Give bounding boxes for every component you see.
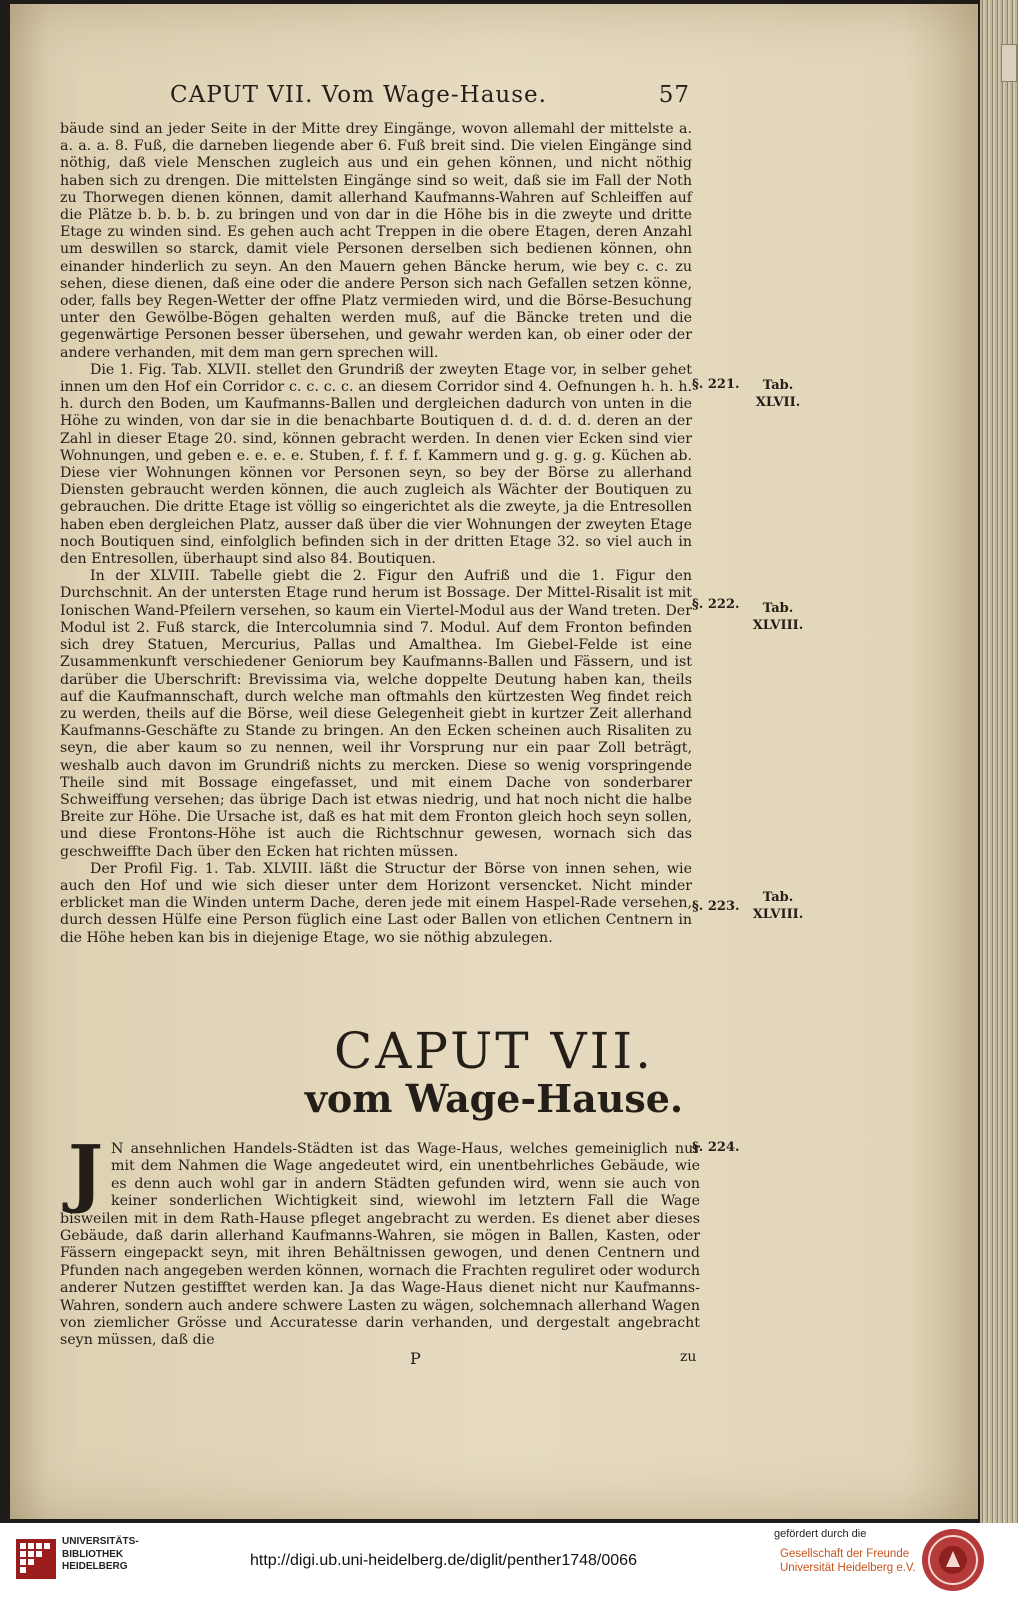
- decorated-initial: J: [68, 1130, 104, 1216]
- paragraph: In der XLVIII. Tabelle giebt die 2. Figur den Aufriß und die 1. Figur den Durchschnit. An der untersten Etage rund herum ist Bossage. Der Mittel-Risalit ist mit Ionischen Wand-Pfeilern versehen, so kaum ein Viertel-Modul aus der Wand treten. Der Modul ist 2. Fuß starck, die Intercolumnia sind 7. Modul. Auf dem Fronton befinden sich drey Statuen, Mercurius, Pallas und Amalthea. Im Giebel-Felde ist eine Zusammenkunft verschiedener Geniorum bey Kaufmanns-Ballen und Fässern, und ist darüber die Uberschrift: Brevissima via, welche doppelte Deutung haben kan, theils auf die Kaufmannschaft, durch welche man oftmahls den kürtzesten Weg findet reich zu werden, theils auf die Börse, weil diese Gelegenheit giebt in kurtzer Zeit allerhand Kaufmanns-Geschäfte zu Stande zu bringen. An den Ecken scheinen auch Risaliten zu seyn, die aber kaum so zu nennen, weil ihr Vorsprung nur ein paar Zoll beträgt, weshalb auch davon im Grundriß nichts zu mercken. Diese so wenig vorspringende Theile sind mit Bossage eingefasset, und mit einem Dache von sonderbarer Schweiffung versehen; das übrige Dach ist etwas niedrig, und hat noch nicht die halbe Breite zur Höhe. Die Ursache ist, daß es hat mit dem Fronton gleich hoch seyn sollen, und diese Frontons-Höhe ist auch die Richtschnur gewesen, wornach sich das geschweiffte Dach über den Ecken hat richten müssen.: [60, 568, 692, 860]
- running-head-title: CAPUT VII. Vom Wage-Hause.: [170, 82, 547, 108]
- margin-paragraph-number: §. 221.: [692, 377, 740, 392]
- margin-table-reference: Tab. XLVII.: [755, 378, 801, 410]
- margin-paragraph-number: §. 224.: [692, 1140, 740, 1155]
- chapter-title: CAPUT VII.: [333, 1022, 654, 1080]
- book-page: [10, 4, 978, 1519]
- chapter-subtitle: vom Wage-Hause.: [304, 1076, 684, 1121]
- university-name-line: UNIVERSITÄTS-: [62, 1536, 139, 1547]
- signature-mark: P: [410, 1349, 421, 1368]
- body-text: [60, 121, 692, 947]
- university-name-line: HEIDELBERG: [62, 1561, 128, 1572]
- page-edge: [980, 0, 1018, 1523]
- margin-paragraph-number: §. 223.: [692, 899, 740, 914]
- funded-by-label: gefördert durch die: [774, 1528, 867, 1540]
- university-name[interactable]: [62, 1536, 139, 1574]
- running-head: [170, 82, 690, 108]
- footer-bar: [0, 1523, 1018, 1597]
- margin-table-reference: Tab. XLVIII.: [752, 890, 804, 922]
- page-number: 57: [658, 82, 690, 108]
- margin-paragraph-number: §. 222.: [692, 597, 740, 612]
- chapter-paragraph: N ansehnlichen Handels-Städten ist das Wage-Haus, welches gemeiniglich nur mit dem Nahmen die Wage angedeutet wird, ein unentbehrliches Gebäude, wie es denn auch wohl gar in andern Städten gefunden wird, wenn sie auch von keiner sonderlichen Wichtigkeit sind, wiewohl im letztern Fall die Wage bisweilen mit in dem Rath-Hause pfleget angebracht zu werden. Es dienet aber dieses Gebäude, daß darin allerhand Kaufmanns-Wahren, sie mögen in Ballen, Kasten, oder Fässern eingepackt seyn, mit ihren Behältnissen gewogen, und denen Centnern und Pfunden nach angegeben werden können, wornach die Frachten reguliret oder wodurch anderer Nutzen gestifftet werden kan. Ja das Wage-Haus dienet nicht nur Kaufmanns-Wahren, sondern auch andere schwere Lasten zu wägen, solchemnach allerhand Wagen von ziemlicher Grösse und Accuratesse darin verhanden, und dergestalt angebracht seyn müssen, daß die: [60, 1141, 700, 1349]
- permalink-url[interactable]: http://digi.ub.uni-heidelberg.de/diglit/penther1748/0066: [250, 1552, 637, 1569]
- margin-table-reference: Tab. XLVIII.: [752, 601, 804, 633]
- society-name-line: Universität Heidelberg e.V.: [780, 1562, 916, 1574]
- university-logo-icon[interactable]: [14, 1535, 58, 1583]
- university-name-line: BIBLIOTHEK: [62, 1548, 124, 1560]
- color-tab: [1001, 44, 1017, 82]
- society-seal-icon: [920, 1527, 986, 1593]
- chapter-body: [60, 1130, 700, 1350]
- paragraph: Die 1. Fig. Tab. XLVII. stellet den Grundriß der zweyten Etage vor, in selber gehet innen um den Hof ein Corridor c. c. c. c. an diesem Corridor sind 4. Oefnungen h. h. h. h. durch den Boden, um Kaufmanns-Ballen und dergleichen dadurch von unten in die Höhe zu winden, von dar sie in die benachbarte Boutiquen d. d. d. d. d. deren an der Zahl in dieser Etage 20. sind, können gebracht werden. In denen vier Ecken sind vier Wohnungen, und geben e. e. e. e. Stuben, f. f. f. f. Kammern und g. g. g. g. Küchen ab. Diese vier Wohnungen können vor Personen seyn, so bey der Börse zu allerhand Diensten gebraucht werden können, die auch zugleich als Wächter der Boutiquen zu gebrauchen. Die dritte Etage ist völlig so eingerichtet als die zweyte, ja die Entresollen haben eben dergleichen Platz, ausser daß über die vier Wohnungen der zweyten Etage noch Boutiquen sind, einfolglich befinden sich in der dritten Etage 32. so viel auch in den Entresollen, überhaupt sind also 84. Boutiquen.: [60, 361, 692, 568]
- paragraph: Der Profil Fig. 1. Tab. XLVIII. läßt die Structur der Börse von innen sehen, wie auch den Hof und wie sich dieser unter dem Horizont versencket. Nicht minder erblicket man die Winden unterm Dache, deren jede mit einem Haspel-Rade versehen, durch dessen Hülfe eine Person füglich eine Last oder Ballen von etlichen Centnern in die Höhe heben kan bis in diejenige Etage, wo sie nöthig abzulegen.: [60, 860, 692, 946]
- catchword: zu: [680, 1349, 697, 1365]
- paragraph: bäude sind an jeder Seite in der Mitte drey Eingänge, wovon allemahl der mittelste a. a. a. a. 8. Fuß, die darneben liegende aber 6. Fuß breit sind. Die vielen Eingänge sind nöthig, daß viele Menschen zugleich aus und ein gehen können, und nicht nöthig haben sich zu drengen. Die mittelsten Eingänge sind so weit, daß sie im Fall der Noth zu Thorwegen dienen können, damit allerhand Kaufmanns-Wahren auf Schleiffen auf die Plätze b. b. b. b. zu bringen und von dar in die Höhe bis in die zweyte und dritte Etage zu winden sind. Es gehen auch acht Treppen in die obere Etagen, deren Anzahl um deswillen so starck, damit viele Personen derselben sich bedienen können, ohn einander hinderlich zu seyn. An den Mauern gehen Bäncke herum, wie bey c. c. zu sehen, diese dienen, daß eine oder die andere Person sich nach Gefallen setzen könne, oder, falls bey Regen-Wetter der offne Platz vermieden wird, und die Börse-Besuchung unter den Gewölbe-Bögen gehalten werden muß, auf die Bäncke treten und die gegenwärtige Personen besser übersehen, und gewahr werden kan, ob einer oder der andere verhanden, mit dem man gern sprechen will.: [60, 121, 692, 361]
- society-name-line: Gesellschaft der Freunde: [780, 1548, 910, 1560]
- society-name[interactable]: [780, 1547, 916, 1575]
